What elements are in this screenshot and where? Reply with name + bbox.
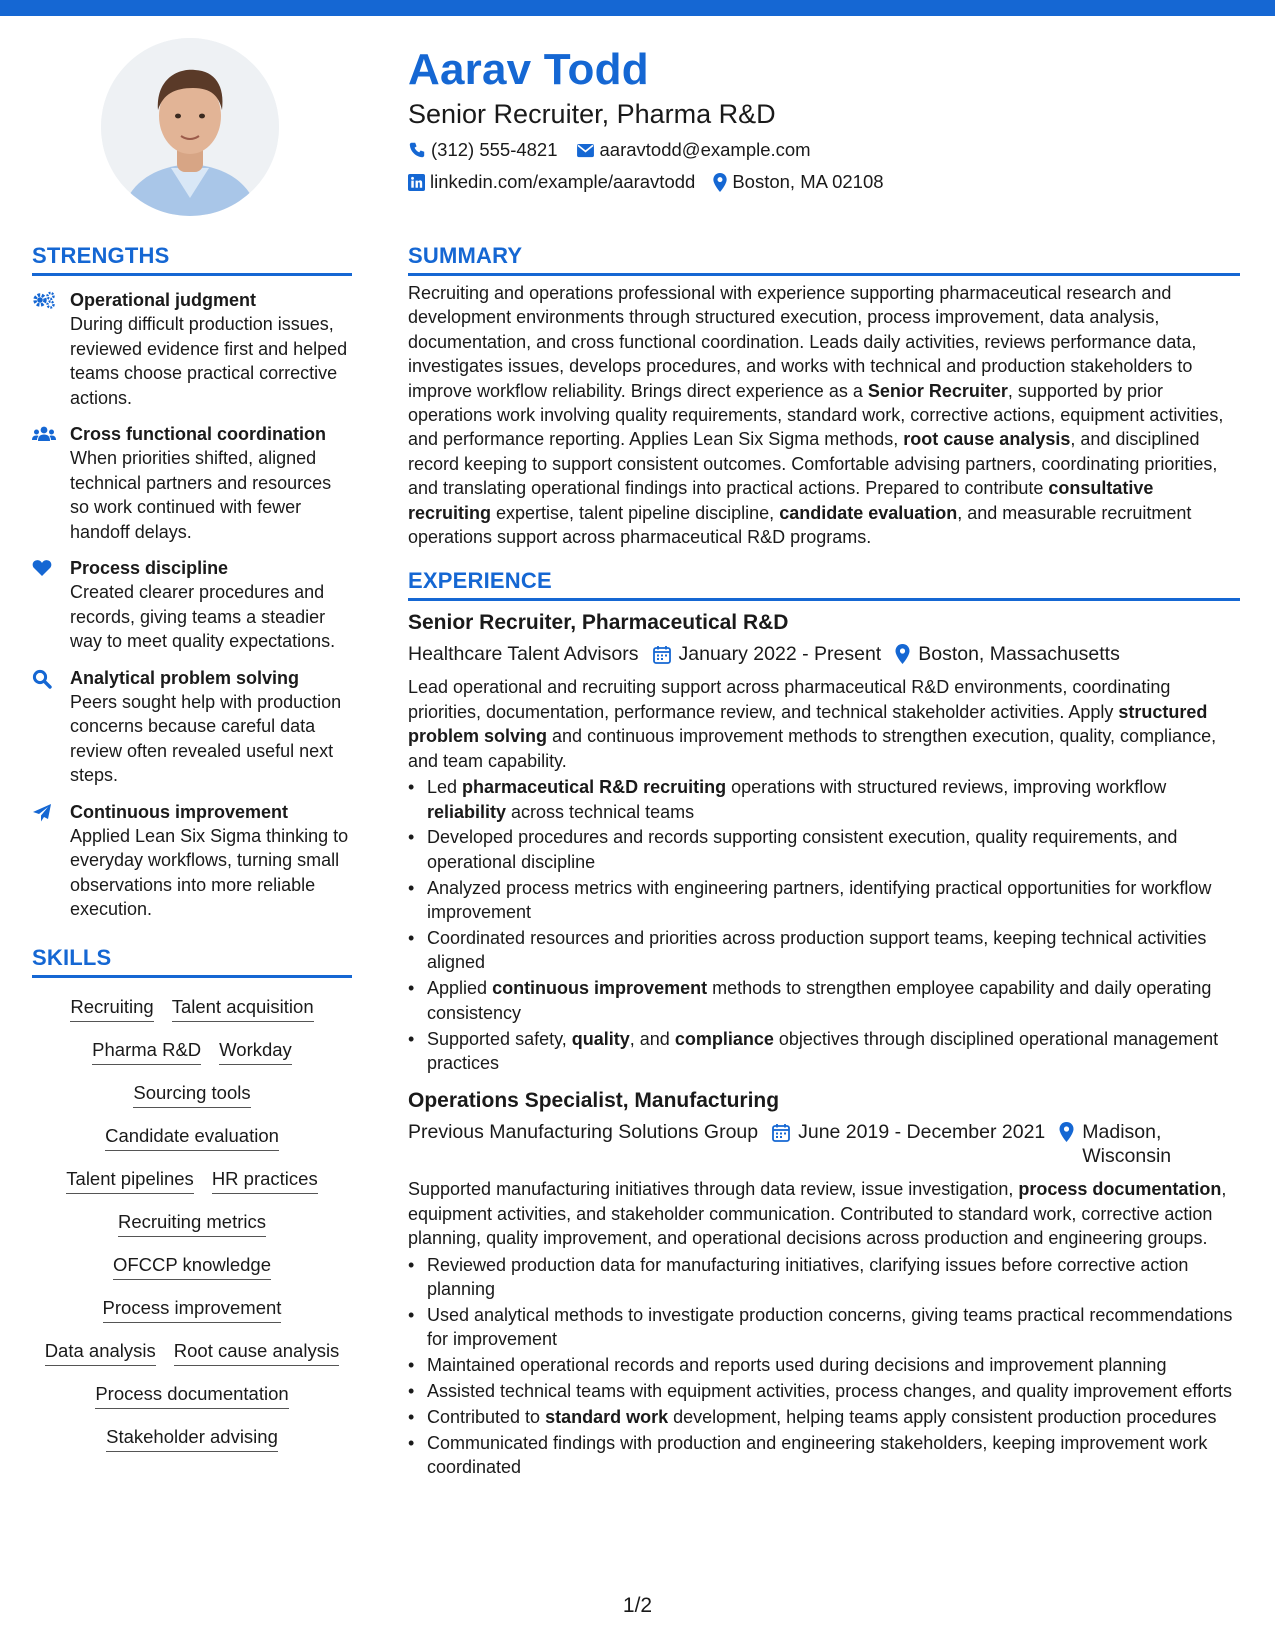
job-desc-text: and continuous improvement methods to strengthen execution, quality, compliance, and team capability. bbox=[408, 726, 1217, 771]
dates-label: June 2019 - December 2021 bbox=[798, 1121, 1046, 1144]
location-label: Madison, Wisconsin bbox=[1082, 1121, 1172, 1168]
job-description bbox=[408, 675, 1240, 773]
strength-desc: During difficult production issues, reviewed evidence first and helped teams choose practical corrective actions. bbox=[70, 314, 348, 408]
left-column bbox=[32, 242, 352, 1467]
job-bullet bbox=[408, 1405, 1240, 1429]
experience-heading: EXPERIENCE bbox=[408, 567, 1240, 601]
skill-row bbox=[32, 1037, 352, 1065]
job-bullet bbox=[408, 876, 1240, 925]
job-desc-bold: structured problem solving bbox=[408, 701, 1208, 747]
summary-bold: Senior Recruiter bbox=[867, 380, 1008, 401]
summary-text: , supported by prior operations work involving quality requirements, standard work, corrective actions, equipment activities, and performance reporting. Applies Lean Six Sigma methods, bbox=[408, 380, 1224, 450]
bullet-bold: pharmaceutical R&D recruiting bbox=[462, 777, 727, 798]
summary-bold: consultative recruiting bbox=[408, 478, 1154, 523]
bullet-bold: continuous improvement bbox=[492, 978, 708, 999]
strength-desc: Applied Lean Six Sigma thinking to everyday workflows, turning small observations into more reliable execution. bbox=[70, 825, 349, 919]
strength-item bbox=[32, 800, 352, 922]
bullet-text: Assisted technical teams with equipment activities, process changes, and quality improvement efforts bbox=[427, 1381, 1233, 1402]
skill-row bbox=[32, 994, 352, 1022]
job-description bbox=[408, 1177, 1240, 1250]
job-desc-bold: process documentation bbox=[1018, 1179, 1222, 1200]
strength-desc: When priorities shifted, aligned technical partners and resources so work continued with fewer handoff delays. bbox=[70, 448, 332, 542]
summary-bold: root cause analysis bbox=[903, 429, 1071, 450]
paper-plane-icon bbox=[32, 803, 52, 823]
calendar-icon bbox=[653, 645, 671, 664]
bullet-text: Developed procedures and records supporting consistent execution, quality requirements, and operational discipline bbox=[427, 827, 1178, 872]
summary-text: Recruiting and operations professional with experience supporting pharmaceutical research and development environments through structured execution, process improvement, data analysis, documentation, and cross functional coordination. Leads daily activities, reviews performance data, investigates issues, develops procedures, and works with technical and production stakeholders to improve workflow reliability. Brings direct experience as a bbox=[408, 283, 1197, 401]
skill-row bbox=[32, 1123, 352, 1151]
page-number: 1/2 bbox=[622, 1594, 653, 1617]
strength-desc: Created clearer procedures and records, giving teams a steadier way to meet quality expectations. bbox=[70, 582, 336, 651]
skill-tag: Workday bbox=[219, 1037, 292, 1065]
strength-title: Operational judgment bbox=[70, 290, 257, 310]
company-name bbox=[408, 642, 639, 666]
experience-entry bbox=[408, 609, 1240, 1075]
candidate-name: Aarav Todd bbox=[408, 45, 649, 94]
dates-label: January 2022 - Present bbox=[678, 643, 882, 666]
top-accent-bar bbox=[0, 0, 1275, 16]
bullet-text: Coordinated resources and priorities across production support teams, keeping technical activities aligned bbox=[427, 928, 1207, 973]
strength-desc: Peers sought help with production concerns because careful data review often revealed useful next steps. bbox=[70, 691, 342, 785]
job-dates bbox=[653, 642, 882, 666]
phone-icon bbox=[408, 141, 426, 159]
bullet-text: Communicated findings with production and engineering stakeholders, keeping improvement work coordinated bbox=[427, 1433, 1208, 1478]
job-meta bbox=[408, 1120, 1240, 1168]
job-dates bbox=[772, 1120, 1045, 1144]
linkedin-icon bbox=[408, 174, 425, 191]
skill-tag: Process documentation bbox=[95, 1381, 288, 1409]
skill-tag: Talent acquisition bbox=[172, 994, 314, 1022]
linkedin-url[interactable]: linkedin.com/example/aaravtodd bbox=[430, 171, 696, 192]
bullet-text: Contributed to bbox=[427, 1407, 546, 1428]
location-label: Boston, Massachusetts bbox=[918, 643, 1120, 666]
bullet-text: Maintained operational records and reports used during decisions and improvement planning bbox=[427, 1355, 1167, 1376]
bullet-text: Supported safety, bbox=[427, 1028, 572, 1049]
skill-row bbox=[32, 1080, 352, 1108]
skill-tag: Talent pipelines bbox=[66, 1166, 194, 1194]
bullet-text: Analyzed process metrics with engineering partners, identifying practical opportunities for workflow improvement bbox=[427, 877, 1212, 923]
skill-row bbox=[32, 1338, 352, 1366]
job-title: Operations Specialist, Manufacturing bbox=[408, 1089, 780, 1113]
job-bullets bbox=[408, 1253, 1240, 1480]
skill-tag: Recruiting bbox=[70, 994, 153, 1022]
skill-tag: Recruiting metrics bbox=[118, 1209, 266, 1237]
skill-row bbox=[32, 1295, 352, 1323]
candidate-title: Senior Recruiter, Pharma R&D bbox=[408, 99, 776, 129]
skill-row bbox=[32, 1252, 352, 1280]
skills-heading: SKILLS bbox=[32, 944, 352, 978]
bullet-text: methods to strengthen employee capability and daily operating consistency bbox=[427, 978, 1212, 1023]
map-pin-icon bbox=[713, 173, 727, 192]
skill-row bbox=[32, 1166, 352, 1194]
summary-bold: candidate evaluation bbox=[779, 502, 958, 523]
bullet-text: , and bbox=[629, 1028, 675, 1049]
contact-info bbox=[408, 134, 1228, 198]
bullet-bold: quality bbox=[571, 1028, 630, 1049]
bullet-text: Led bbox=[427, 777, 463, 798]
skills-list bbox=[32, 994, 352, 1452]
job-bullet bbox=[408, 825, 1240, 874]
resume-header bbox=[408, 44, 1228, 198]
envelope-icon bbox=[576, 143, 595, 158]
job-bullet bbox=[408, 926, 1240, 975]
linkedin-contact[interactable] bbox=[408, 166, 695, 198]
right-column bbox=[408, 242, 1240, 1481]
job-bullet bbox=[408, 1353, 1240, 1377]
job-bullet bbox=[408, 1303, 1240, 1352]
strength-title: Analytical problem solving bbox=[70, 667, 300, 688]
bullet-bold: reliability bbox=[427, 801, 507, 822]
skill-tag: Pharma R&D bbox=[92, 1037, 201, 1065]
email-address[interactable]: aaravtodd@example.com bbox=[599, 139, 811, 160]
summary-text: , and measurable recruitment operations support across pharmaceutical R&D programs. bbox=[408, 502, 1192, 548]
calendar-icon bbox=[772, 1123, 790, 1142]
summary-text: expertise, talent pipeline discipline, bbox=[491, 502, 780, 523]
summary-heading: SUMMARY bbox=[408, 242, 1240, 276]
email-contact[interactable] bbox=[576, 134, 811, 166]
summary-text: , and disciplined record keeping to support consistent outcomes. Comfortable advising partners, coordinating priorities, and translating operational findings into practical actions. Prepared to contribute bbox=[408, 429, 1218, 499]
summary-text bbox=[408, 281, 1240, 549]
bullet-bold: standard work bbox=[545, 1407, 669, 1428]
strength-item bbox=[32, 422, 352, 544]
bullet-text: development, helping teams apply consistent production procedures bbox=[668, 1407, 1217, 1428]
strengths-heading: STRENGTHS bbox=[32, 242, 352, 276]
map-pin-icon bbox=[895, 644, 910, 664]
job-title: Senior Recruiter, Pharmaceutical R&D bbox=[408, 611, 789, 635]
skill-tag: HR practices bbox=[212, 1166, 318, 1194]
job-bullet bbox=[408, 1379, 1240, 1403]
company-label: Previous Manufacturing Solutions Group bbox=[408, 1121, 759, 1144]
job-meta bbox=[408, 642, 1240, 666]
location-text: Boston, MA 02108 bbox=[732, 171, 884, 192]
job-location bbox=[895, 642, 1120, 666]
bullet-text: across technical teams bbox=[506, 801, 695, 822]
bullet-text: Reviewed production data for manufacturing initiatives, clarifying issues before corrective action planning bbox=[427, 1254, 1189, 1300]
company-label: Healthcare Talent Advisors bbox=[408, 643, 639, 666]
skill-tag: OFCCP knowledge bbox=[113, 1252, 271, 1280]
users-icon bbox=[32, 425, 56, 443]
profile-photo bbox=[101, 38, 279, 216]
bullet-text: Used analytical methods to investigate production concerns, giving teams practical recommendations for improvement bbox=[427, 1305, 1233, 1350]
strengths-list bbox=[32, 288, 352, 922]
skill-tag: Data analysis bbox=[45, 1338, 156, 1366]
bullet-text: objectives through disciplined operational management practices bbox=[427, 1028, 1219, 1074]
bullet-text: Applied bbox=[427, 978, 493, 999]
skill-tag: Root cause analysis bbox=[174, 1338, 340, 1366]
skill-tag: Process improvement bbox=[103, 1295, 282, 1323]
bullet-text: operations with structured reviews, improving workflow bbox=[726, 777, 1167, 798]
location-contact bbox=[713, 166, 883, 198]
phone-number: (312) 555-4821 bbox=[431, 139, 558, 160]
job-bullet bbox=[408, 1253, 1240, 1302]
map-pin-icon bbox=[1059, 1122, 1074, 1142]
strength-title: Continuous improvement bbox=[70, 801, 289, 822]
strength-title: Cross functional coordination bbox=[70, 424, 327, 444]
job-bullet bbox=[408, 1027, 1240, 1076]
skill-row bbox=[32, 1381, 352, 1409]
strength-item bbox=[32, 666, 352, 788]
skill-row bbox=[32, 1424, 352, 1452]
company-name bbox=[408, 1120, 758, 1144]
job-location bbox=[1059, 1120, 1179, 1168]
job-desc-text: , equipment activities, and stakeholder communication. Contributed to standard work, corrective action planning, quality improvement, and operational decisions across production and engineering groups. bbox=[408, 1179, 1227, 1249]
skill-tag: Sourcing tools bbox=[133, 1080, 250, 1108]
strength-item bbox=[32, 556, 352, 654]
gears-icon bbox=[32, 291, 56, 309]
job-desc-text: Lead operational and recruiting support across pharmaceutical R&D environments, coordinating priorities, documentation, performance review, and technical stakeholder activities. Apply bbox=[408, 677, 1171, 722]
skill-tag: Candidate evaluation bbox=[105, 1123, 279, 1151]
heart-icon bbox=[32, 559, 52, 577]
bullet-bold: compliance bbox=[674, 1028, 774, 1049]
experience-entry bbox=[408, 1087, 1240, 1479]
phone-contact bbox=[408, 134, 558, 166]
skill-row bbox=[32, 1209, 352, 1237]
skill-tag: Stakeholder advising bbox=[106, 1424, 278, 1452]
job-bullet bbox=[408, 1431, 1240, 1480]
job-bullet bbox=[408, 775, 1240, 824]
job-bullet bbox=[408, 976, 1240, 1025]
search-icon bbox=[32, 669, 52, 689]
strength-item bbox=[32, 288, 352, 410]
strength-title: Process discipline bbox=[70, 558, 229, 578]
job-desc-text: Supported manufacturing initiatives through data review, issue investigation, bbox=[408, 1179, 1019, 1200]
job-bullets bbox=[408, 775, 1240, 1075]
